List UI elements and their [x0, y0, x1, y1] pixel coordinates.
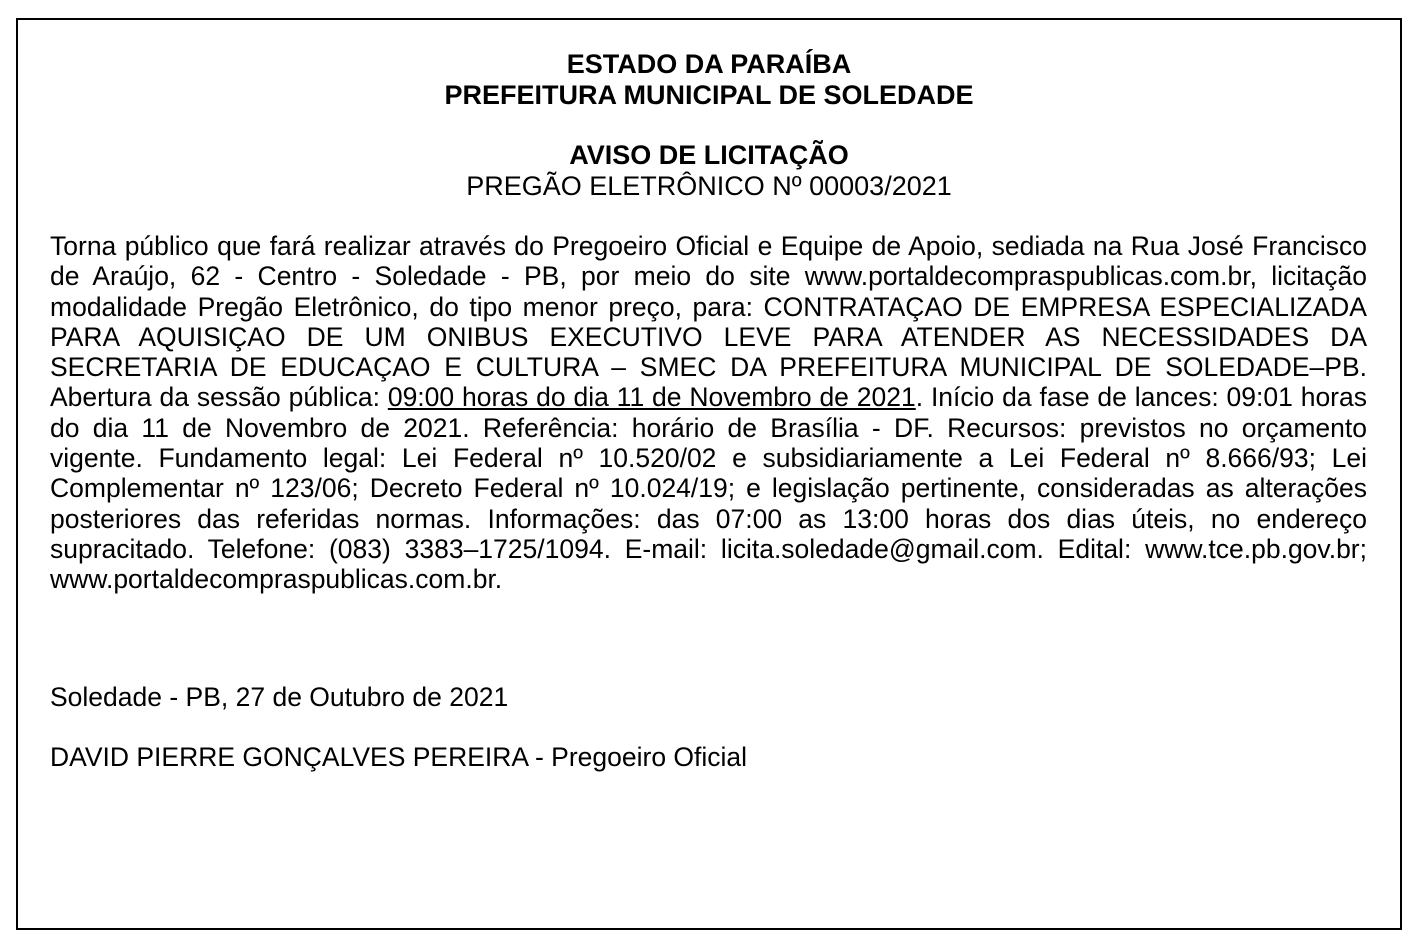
notice-number: PREGÃO ELETRÔNICO Nº 00003/2021: [466, 171, 952, 201]
state-heading: ESTADO DA PARAÍBA: [566, 49, 852, 79]
body-text-part2: . Início da fase de lances: 09:01 horas do dia 11 de Novembro de 2021. Referência: horário de Brasília - DF. Recursos: previstos no orçamento vigente. Fundamento legal: Lei Federal nº 10.520/02 e subsidiariamente a Lei Federal nº 8.666/93; Lei Complementar nº 123/06; Decreto Federal nº 10.024/19; e legislação pertinente, consideradas as alterações posteriores das referidas normas. Informações: das 07:00 as 13:00 horas dos dias úteis, no endereço supracitado. Telefone: (083) 3383–1725/1094. E-mail: licita.soledade@gmail.com. Edital: www.tce.pb.gov.br; www.portaldecompraspublicas.com.br.: [50, 382, 1367, 595]
municipality-heading: PREFEITURA MUNICIPAL DE SOLEDADE: [444, 80, 974, 110]
place-date: Soledade - PB, 27 de Outubro de 2021: [50, 682, 509, 712]
signature-line: DAVID PIERRE GONÇALVES PEREIRA - Pregoeiro Oficial: [50, 742, 748, 772]
session-datetime: 09:00 horas do dia 11 de Novembro de 2021: [387, 382, 916, 413]
notice-title: AVISO DE LICITAÇÃO: [569, 140, 849, 170]
notice-body: [50, 231, 1367, 595]
body-text-part1: Torna público que fará realizar através do Pregoeiro Oficial e Equipe de Apoio, sediada na Rua José Francisco de Araújo, 62 - Centro - Soledade - PB, por meio do site www.portaldecompraspublicas.com.br, licitação modalidade Pregão Eletrônico, do tipo menor preço, para: CONTRATAÇAO DE EMPRESA ESPECIALIZADA PARA AQUISIÇAO DE UM ONIBUS EXECUTIVO LEVE PARA ATENDER AS NECESSIDADES DA SECRETARIA DE EDUCAÇAO E CULTURA – SMEC DA PREFEITURA MUNICIPAL DE SOLEDADE–PB. Abertura da sessão pública:: [50, 231, 1367, 413]
